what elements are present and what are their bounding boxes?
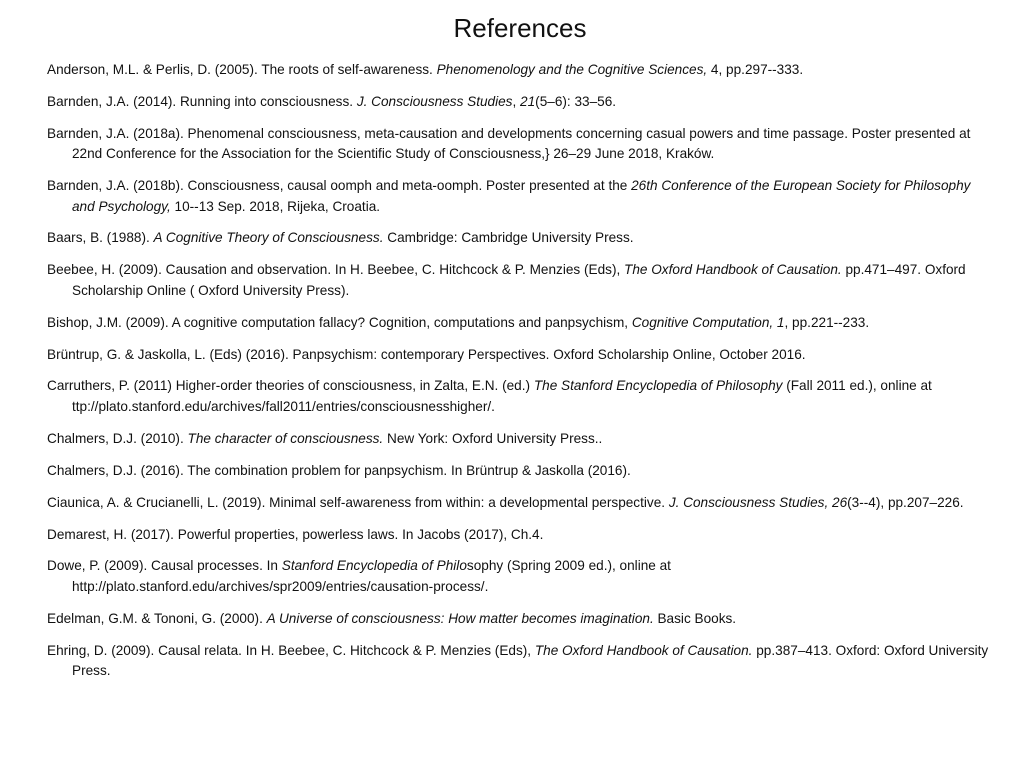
reference-italic-text: 26th Conference of the European Society for Philosophy and Psychology, <box>72 178 971 214</box>
reference-text: New York: Oxford University Press.. <box>383 430 603 446</box>
reference-text: Chalmers, D.J. (2016). The combination problem for panpsychism. In Brüntrup & Jaskolla (2016). <box>47 462 631 478</box>
reference-text: Barnden, J.A. (2018b). Consciousness, causal oomph and meta-oomph. Poster presented at the <box>47 178 632 194</box>
reference-text: 10--13 Sep. 2018, Rijeka, Croatia. <box>170 198 381 214</box>
reference-item <box>47 60 992 80</box>
reference-italic-text: Phenomenology and the Cognitive Sciences, <box>436 62 708 77</box>
reference-text: Carruthers, P. (2011) Higher-order theories of consciousness, in Zalta, E.N. (ed.) <box>47 378 534 394</box>
reference-italic-text: Stanford Encyclopedia of Philo <box>281 558 467 574</box>
reference-text: Demarest, H. (2017). Powerful properties, powerless laws. In Jacobs (2017), Ch.4. <box>47 526 544 542</box>
reference-text: Edelman, G.M. & Tononi, G. (2000). <box>47 610 267 626</box>
reference-text: pp.471–497. Oxford Scholarship Online ( Oxford University Press). <box>72 262 966 298</box>
reference-item <box>47 260 992 301</box>
reference-text: , <box>512 93 521 109</box>
reference-italic-text: The Stanford Encyclopedia of Philosophy <box>533 378 783 394</box>
reference-item <box>47 641 992 682</box>
reference-item <box>47 228 992 248</box>
reference-text: Barnden, J.A. (2018a). Phenomenal consciousness, meta-causation and developments concerning casual powers and time passage. Poster presented at 22nd Conference for the Association for the Scientific Study of Consciousness,} 26–29 June 2018, Kraków. <box>47 125 971 162</box>
reference-text: Baars, B. (1988). <box>47 230 154 246</box>
reference-item <box>47 461 992 481</box>
reference-item <box>47 92 992 112</box>
reference-italic-text: J. Consciousness Studies <box>356 93 513 109</box>
reference-text: (3--4), pp.207–226. <box>847 494 964 510</box>
reference-item <box>47 493 992 513</box>
reference-item <box>47 376 992 417</box>
reference-italic-text: The character of consciousness. <box>187 430 384 446</box>
reference-text: , pp.221--233. <box>784 314 870 330</box>
reference-text: pp.387–413. Oxford: Oxford University Press. <box>72 642 989 679</box>
reference-text: Bishop, J.M. (2009). A cognitive computation fallacy? Cognition, computations and panpsychism, <box>47 314 632 330</box>
reference-text: Ehring, D. (2009). Causal relata. In H. Beebee, C. Hitchcock & P. Menzies (Eds), <box>47 642 535 658</box>
reference-text: Barnden, J.A. (2014). Running into consciousness. <box>47 93 357 109</box>
reference-item <box>47 556 992 597</box>
reference-list <box>47 60 992 693</box>
reference-item <box>47 313 992 333</box>
reference-italic-text: The Oxford Handbook of Causation. <box>534 642 753 658</box>
reference-text: (Fall 2011 ed.), online at ttp://plato.stanford.edu/archives/fall2011/entries/consciousnesshigher/. <box>72 378 932 414</box>
reference-item <box>47 176 992 217</box>
reference-italic-text: Cognitive Computation, 1 <box>631 314 785 330</box>
reference-italic-text: 21 <box>520 93 536 109</box>
reference-item <box>47 609 992 629</box>
reference-text: 4, pp.297--333. <box>707 62 804 77</box>
reference-italic-text: A Universe of consciousness: How matter becomes imagination. <box>266 610 654 626</box>
reference-item <box>47 345 992 365</box>
reference-italic-text: A Cognitive Theory of Consciousness. <box>153 230 384 246</box>
reference-text: Chalmers, D.J. (2010). <box>47 430 188 446</box>
reference-text: Ciaunica, A. & Crucianelli, L. (2019). Minimal self-awareness from within: a developmental perspective. <box>47 494 669 510</box>
reference-text: Brüntrup, G. & Jaskolla, L. (Eds) (2016). Panpsychism: contemporary Perspectives. Oxford Scholarship Online, October 2016. <box>47 346 806 362</box>
reference-text: Dowe, P. (2009). Causal processes. In <box>47 558 282 574</box>
page-title: References <box>453 13 587 43</box>
reference-text: Beebee, H. (2009). Causation and observation. In H. Beebee, C. Hitchcock & P. Menzies (Eds), <box>47 262 625 278</box>
reference-text: Anderson, M.L. & Perlis, D. (2005). The roots of self-awareness. <box>47 62 437 77</box>
reference-italic-text: The Oxford Handbook of Causation. <box>624 262 842 278</box>
reference-text: (5–6): 33–56. <box>535 93 617 109</box>
reference-text: Basic Books. <box>653 610 737 626</box>
reference-text: Cambridge: Cambridge University Press. <box>383 230 634 246</box>
reference-item <box>47 525 992 545</box>
reference-text: sophy (Spring 2009 ed.), online at http://plato.stanford.edu/archives/spr2009/entries/causation-process/. <box>72 558 671 594</box>
reference-italic-text: J. Consciousness Studies, 26 <box>668 494 848 510</box>
reference-item <box>47 124 992 165</box>
reference-item <box>47 429 992 449</box>
